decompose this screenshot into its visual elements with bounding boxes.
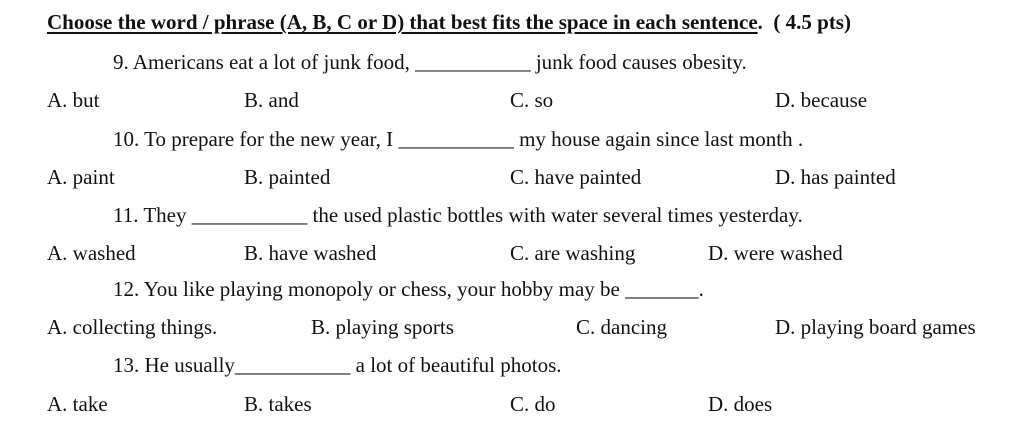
question-9-option-a[interactable]: A. but [47, 88, 100, 112]
question-11-option-c[interactable]: C. are washing [510, 241, 636, 265]
question-10-option-a[interactable]: A. paint [47, 165, 115, 189]
question-10-option-d[interactable]: D. has painted [775, 165, 896, 189]
question-11-option-a[interactable]: A. washed [47, 241, 136, 265]
question-13-option-d[interactable]: D. does [708, 392, 773, 416]
question-10-option-c[interactable]: C. have painted [510, 165, 642, 189]
question-12-option-b[interactable]: B. playing sports [311, 315, 454, 339]
question-10-option-b[interactable]: B. painted [244, 165, 331, 189]
heading-points: ( 4.5 pts) [773, 10, 851, 34]
heading-instruction: Choose the word / phrase (A, B, C or D) that best fits the space in each sentence [47, 10, 758, 34]
question-12-option-d[interactable]: D. playing board games [775, 315, 976, 339]
question-10-stem: 10. To prepare for the new year, I ___________ my house again since last month . [113, 127, 804, 151]
question-11-option-b[interactable]: B. have washed [244, 241, 377, 265]
question-9-option-d[interactable]: D. because [775, 88, 868, 112]
question-9-stem: 9. Americans eat a lot of junk food, ___________ junk food causes obesity. [113, 50, 747, 74]
question-9-option-c[interactable]: C. so [510, 88, 554, 112]
question-11-option-d[interactable]: D. were washed [708, 241, 843, 265]
question-13-stem: 13. He usually___________ a lot of beautiful photos. [113, 353, 562, 377]
section-heading [47, 10, 851, 34]
question-9-option-b[interactable]: B. and [244, 88, 299, 112]
question-13-option-c[interactable]: C. do [510, 392, 556, 416]
question-13-option-a[interactable]: A. take [47, 392, 108, 416]
question-11-stem: 11. They ___________ the used plastic bottles with water several times yesterday. [113, 203, 803, 227]
question-13-option-b[interactable]: B. takes [244, 392, 312, 416]
heading-period: . [757, 10, 763, 34]
question-12-option-c[interactable]: C. dancing [576, 315, 667, 339]
question-12-option-a[interactable]: A. collecting things. [47, 315, 218, 339]
question-12-stem: 12. You like playing monopoly or chess, your hobby may be _______. [113, 277, 704, 301]
